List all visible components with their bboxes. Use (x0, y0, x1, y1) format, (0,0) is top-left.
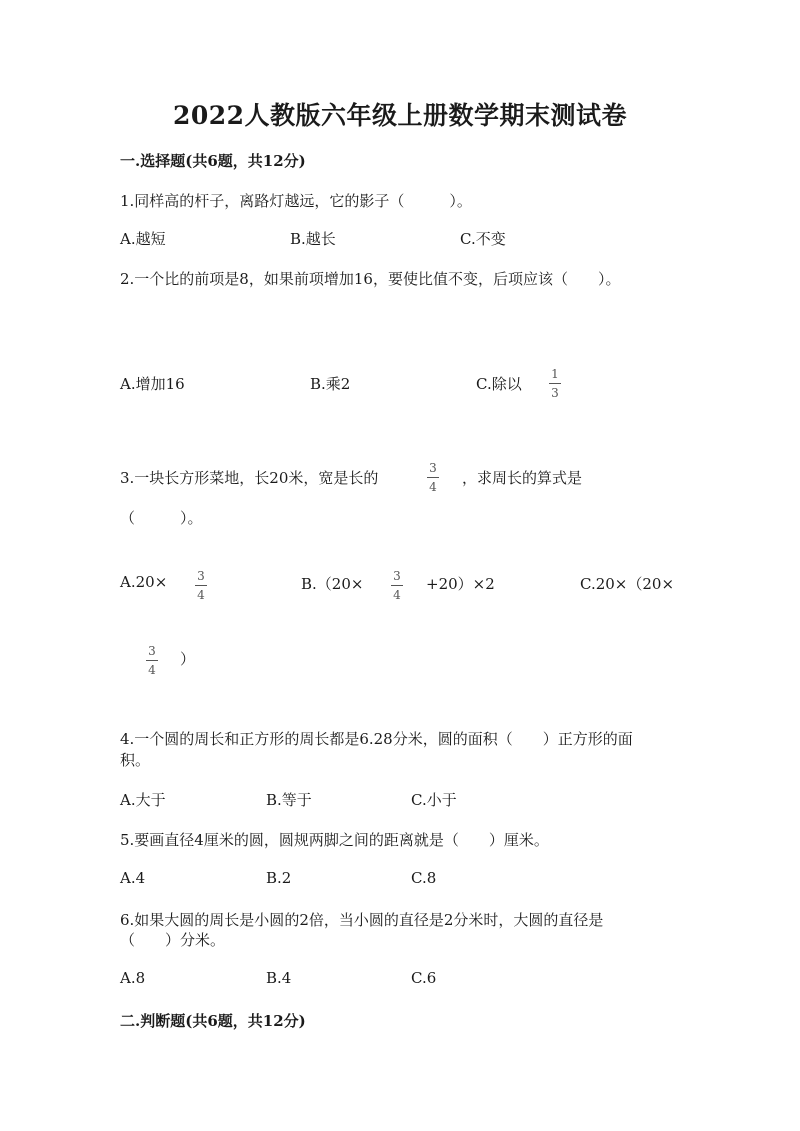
q5-option-c: C.8 (411, 869, 437, 887)
fraction-numerator: 3 (429, 461, 437, 475)
question-6-line-2: （ ）分米。 (120, 931, 226, 949)
question-6-line-1: 6.如果大圆的周长是小圆的2倍，当小圆的直径是2分米时，大圆的直径是 (120, 911, 604, 929)
q4-option-b: B.等于 (266, 791, 312, 809)
fraction-bar (146, 660, 158, 661)
fraction-bar (427, 477, 439, 478)
q2-option-b: B.乘2 (310, 375, 351, 393)
fraction-bar (391, 585, 403, 586)
q5-option-b: B.2 (266, 869, 292, 887)
fraction-numerator: 3 (393, 569, 401, 583)
q4-option-a: A.大于 (120, 791, 166, 809)
q3-option-b-fraction (390, 570, 404, 601)
page-title: 2022人教版六年级上册数学期末测试卷 (172, 101, 628, 130)
fraction-bar (195, 585, 207, 586)
q2-option-c-fraction (548, 368, 562, 399)
q6-option-b: B.4 (266, 969, 292, 987)
q3-option-c-fraction (145, 645, 159, 676)
q3-option-c-start: C.20×（20× (580, 575, 675, 593)
q3-option-a-fraction (194, 570, 208, 601)
q2-option-c: C.除以 (476, 375, 522, 393)
q3-option-c-end: ） (180, 650, 196, 668)
fraction-denominator: 4 (429, 480, 437, 494)
question-4-line-2: 积。 (120, 751, 151, 769)
q3-option-b-end: +20）×2 (426, 575, 495, 593)
section-heading-judgment: 二.判断题(共6题，共12分) (120, 1012, 306, 1030)
q6-option-a: A.8 (120, 969, 146, 987)
question-4-line-1: 4.一个圆的周长和正方形的周长都是6.28分米，圆的面积（ ）正方形的面 (120, 730, 633, 748)
fraction-denominator: 4 (197, 588, 205, 602)
q5-option-a: A.4 (120, 869, 146, 887)
fraction-denominator: 4 (148, 663, 156, 677)
question-1-text: 1.同样高的杆子，离路灯越远，它的影子（ ）。 (120, 192, 472, 210)
question-5-text: 5.要画直径4厘米的圆，圆规两脚之间的距离就是（ ）厘米。 (120, 831, 549, 849)
q4-option-c: C.小于 (411, 791, 457, 809)
question-3-text-end: ，求周长的算式是 (462, 469, 583, 487)
question-2-text: 2.一个比的前项是8，如果前项增加16，要使比值不变，后项应该（ ）。 (120, 270, 621, 288)
q2-option-a: A.增加16 (120, 375, 185, 393)
q3-option-a: A.20× (120, 573, 168, 591)
q6-option-c: C.6 (411, 969, 437, 987)
fraction-bar (549, 383, 561, 384)
question-3-blank: （ ）。 (120, 509, 203, 527)
question-3-text-start: 3.一块长方形菜地，长20米，宽是长的 (120, 469, 379, 487)
q1-option-a: A.越短 (120, 230, 166, 248)
fraction-numerator: 3 (148, 644, 156, 658)
section-heading-choice: 一.选择题(共6题，共12分) (120, 152, 306, 170)
q3-fraction (426, 462, 440, 493)
q3-option-b-start: B.（20× (301, 575, 364, 593)
q1-option-c: C.不变 (460, 230, 506, 248)
fraction-numerator: 1 (551, 367, 559, 381)
fraction-denominator: 4 (393, 588, 401, 602)
fraction-denominator: 3 (551, 386, 559, 400)
fraction-numerator: 3 (197, 569, 205, 583)
q1-option-b: B.越长 (290, 230, 336, 248)
